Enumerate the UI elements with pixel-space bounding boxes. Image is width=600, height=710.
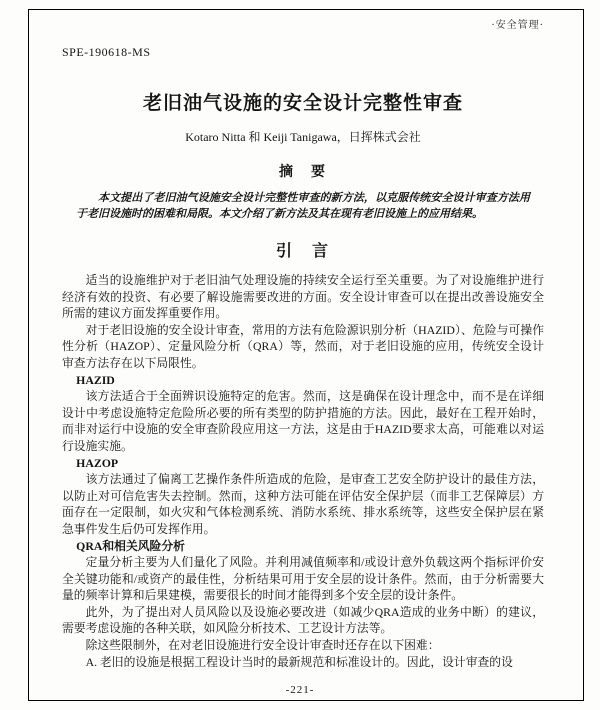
category-tag: ·安全管理· xyxy=(491,20,544,31)
document-id: SPE-190618-MS xyxy=(62,45,151,59)
paper-title: 老旧油气设施的安全设计完整性审查 xyxy=(142,93,463,114)
author-line: Kotaro Nitta 和 Keiji Tanigawa，日挥株式会社 xyxy=(185,130,421,144)
subsection-heading-hazid: HAZID xyxy=(76,372,115,387)
body-paragraph: 除这些限制外，在对老旧设施进行安全设计审查时还存在以下困难： xyxy=(85,638,440,653)
subsection-heading-qra: QRA和相关风险分析 xyxy=(76,538,185,553)
introduction-heading: 引 言 xyxy=(275,243,330,260)
body-paragraph: 适当的设施维护对于老旧油气处理设施的持续安全运行至关重要。为了对设施维护进行经济有效的投资、有必要了解设施需要改进的方面。安全设计审查可以在提出改善设施安全所需的建议方面发挥重要作用。 xyxy=(62,273,544,321)
body-text xyxy=(62,272,544,670)
body-paragraph: 此外，为了提出对人员风险以及设施必要改进（如减少QRA造成的业务中断）的建议，需要考虑设施的各种关联，如风险分析技术、工艺设计方法等。 xyxy=(62,604,544,636)
abstract-text: 本文提出了老旧油气设施安全设计完整性审查的新方法，以克服传统安全设计审查方法用于老旧设施时的困难和局限。本文介绍了新方法及其在现有老旧设施上的应用结果。 xyxy=(76,192,530,220)
page-number: -221- xyxy=(285,684,315,696)
body-paragraph: 对于老旧设施的安全设计审查，常用的方法有危险源识别分析（HAZID）、危险与可操作性分析（HAZOP）、定量风险分析（QRA）等，然而，对于老旧设施的应用，传统安全设计审查方法存在以下局限性。 xyxy=(62,322,544,370)
subsection-heading-hazop: HAZOP xyxy=(76,455,119,470)
body-paragraph: 该方法适合于全面辨识设施特定的危害。然而，这是确保在设计理念中，而不是在详细设计中考虑设施特定危险所必要的所有类型的防护措施的方法。因此，最好在工程开始时，而非对运行中设施的安全审查阶段应用这一方法，这是由于HAZID要求太高，可能难以对运行设施实施。 xyxy=(62,389,544,453)
page-content xyxy=(62,16,544,692)
body-paragraph: 该方法通过了偏离工艺操作条件所造成的危险，是审查工艺安全防护设计的最佳方法，以防止对可信危害失去控制。然而，这种方法可能在评估安全保护层（而非工艺保障层）方面存在一定限制，如火灾和气体检测系统、消防水系统、排水系统等，这些安全保护层在紧急事件发生后仍可发挥作用。 xyxy=(62,472,544,536)
body-paragraph: A. 老旧的设施是根据工程设计当时的最新规范和标准设计的。因此，设计审查的设 xyxy=(85,654,513,669)
abstract-heading: 摘 要 xyxy=(279,165,327,180)
body-paragraph: 定量分析主要为人们量化了风险。并利用减值频率和/或设计意外负载这两个指标评价安全关键功能和/或资产的最佳性，分析结果可用于安全层的设计条件。然而，由于分析需要大量的频率计算和后果建模，需要很长的时间才能得到多个安全层的设计条件。 xyxy=(62,555,544,603)
